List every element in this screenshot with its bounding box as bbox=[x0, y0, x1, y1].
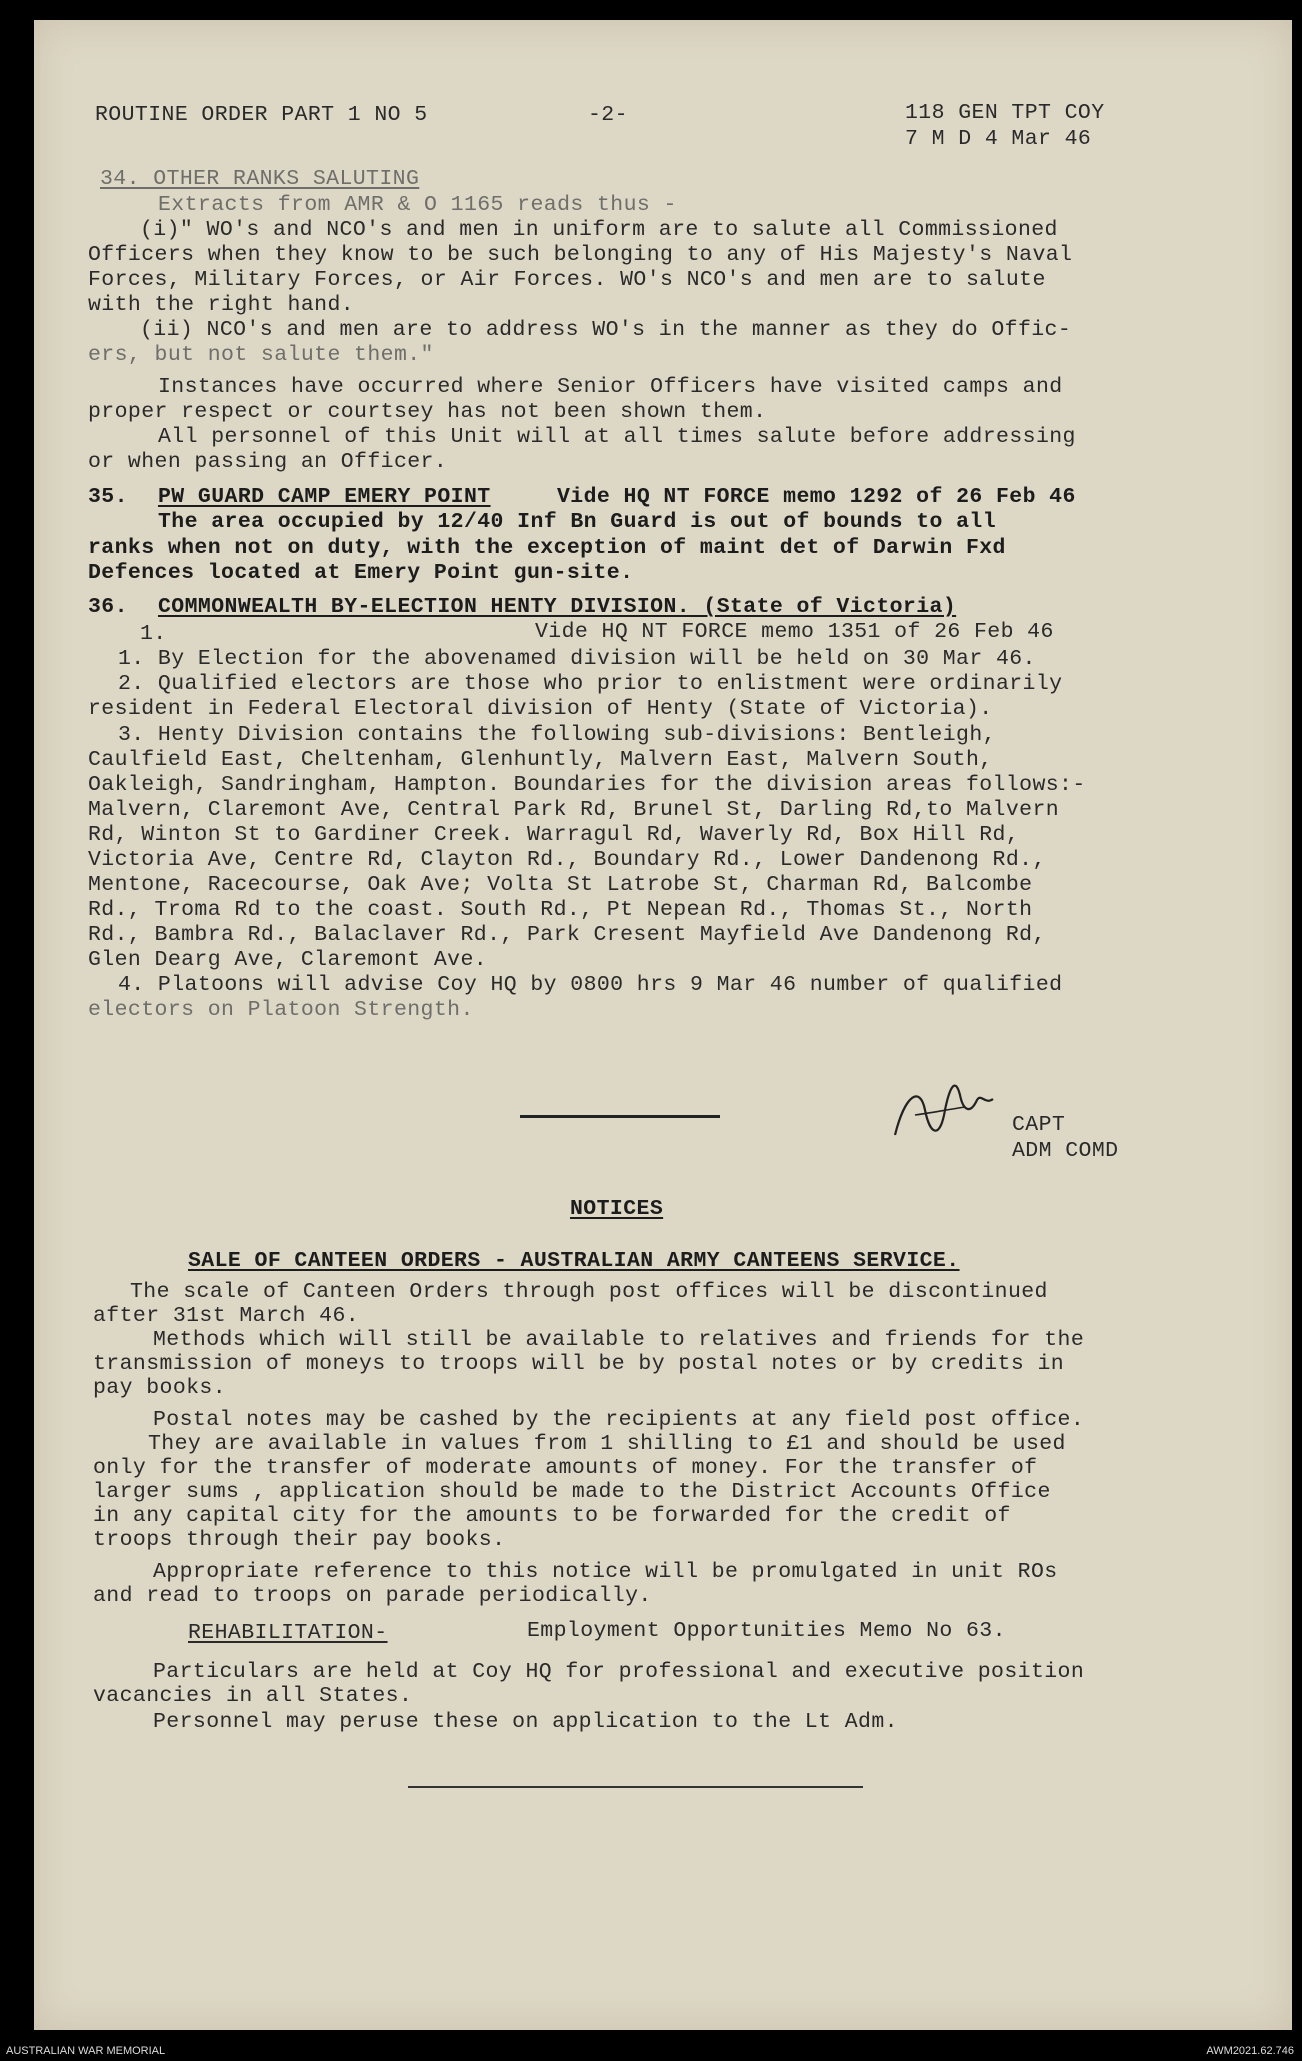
s34-line: Officers when they know to be such belonging to any of His Majesty's Naval bbox=[88, 243, 1073, 267]
section-34-title: 34. OTHER RANKS SALUTING bbox=[100, 167, 420, 191]
s36-line: 1. By Election for the abovenamed division will be held on 30 Mar 46. bbox=[118, 647, 1036, 671]
section-36-ref: Vide HQ NT FORCE memo 1351 of 26 Feb 46 bbox=[535, 620, 1054, 644]
divider-rule bbox=[520, 1115, 720, 1118]
s34-line: (i)" WO's and NCO's and men in uniform are to salute all Commissioned bbox=[140, 218, 1058, 242]
divider-rule bbox=[408, 1786, 863, 1788]
s36-line: Rd., Bambra Rd., Balaclaver Rd., Park Cresent Mayfield Ave Dandenong Rd, bbox=[88, 923, 1046, 947]
s36-line: 3. Henty Division contains the following sub-divisions: Bentleigh, bbox=[118, 723, 996, 747]
s36-line: Rd, Winton St to Gardiner Creek. Warragul Rd, Waverly Rd, Box Hill Rd, bbox=[88, 823, 1020, 847]
order-heading: ROUTINE ORDER PART 1 NO 5 bbox=[95, 103, 428, 127]
footer-source: AUSTRALIAN WAR MEMORIAL bbox=[6, 2045, 166, 2057]
s36-line: Malvern, Claremont Ave, Central Park Rd, Brunel St, Darling Rd,to Malvern bbox=[88, 798, 1060, 822]
canteen-line: after 31st March 46. bbox=[93, 1304, 360, 1328]
page-number: -2- bbox=[588, 103, 628, 127]
signoff-rank: CAPT bbox=[1012, 1113, 1066, 1137]
unit-name: 118 GEN TPT COY bbox=[905, 101, 1105, 125]
canteen-line: The scale of Canteen Orders through post offices will be discontinued bbox=[130, 1280, 1048, 1304]
s36-line: 2. Qualified electors are those who prior to enlistment were ordinarily bbox=[118, 672, 1063, 696]
canteen-line: Appropriate reference to this notice will be promulgated in unit ROs bbox=[153, 1560, 1058, 1584]
s34-line: Forces, Military Forces, or Air Forces. WO's NCO's and men are to salute bbox=[88, 268, 1046, 292]
s36-line: electors on Platoon Strength. bbox=[88, 998, 474, 1022]
s36-line: Oakleigh, Sandringham, Hampton. Boundaries for the division areas follows:- bbox=[88, 773, 1086, 797]
s34-line: ers, but not salute them." bbox=[88, 343, 434, 367]
s35-line: ranks when not on duty, with the exception of maint det of Darwin Fxd bbox=[88, 536, 1006, 560]
s36-line: Caulfield East, Cheltenham, Glenhuntly, Malvern East, Malvern South, bbox=[88, 748, 993, 772]
s36-line: Glen Dearg Ave, Claremont Ave. bbox=[88, 948, 488, 972]
signature bbox=[885, 1055, 1005, 1145]
section-35-number: 35. bbox=[88, 485, 128, 509]
canteen-title: SALE OF CANTEEN ORDERS - AUSTRALIAN ARMY CANTEENS SERVICE. bbox=[188, 1249, 960, 1273]
s35-line: Defences located at Emery Point gun-site. bbox=[88, 561, 634, 585]
canteen-line: only for the transfer of moderate amounts of money. For the transfer of bbox=[93, 1456, 1038, 1480]
footer-accession: AWM2021.62.746 bbox=[1206, 2045, 1294, 2057]
s34-line: Instances have occurred where Senior Officers have visited camps and bbox=[158, 375, 1063, 399]
s34-line: (ii) NCO's and men are to address WO's in the manner as they do Offic- bbox=[140, 318, 1072, 342]
canteen-line: Methods which will still be available to relatives and friends for the bbox=[153, 1328, 1085, 1352]
s36-line: resident in Federal Electoral division of Henty (State of Victoria). bbox=[88, 697, 993, 721]
section-35-ref: Vide HQ NT FORCE memo 1292 of 26 Feb 46 bbox=[557, 485, 1076, 509]
section-35-title: PW GUARD CAMP EMERY POINT bbox=[158, 485, 491, 509]
rehab-line: Personnel may peruse these on application to the Lt Adm. bbox=[153, 1710, 898, 1734]
rehab-line: Particulars are held at Coy HQ for professional and executive position bbox=[153, 1660, 1085, 1684]
canteen-line: Postal notes may be cashed by the recipients at any field post office. bbox=[153, 1408, 1085, 1432]
s36-line: 4. Platoons will advise Coy HQ by 0800 hrs 9 Mar 46 number of qualified bbox=[118, 973, 1063, 997]
notices-heading: NOTICES bbox=[570, 1197, 664, 1221]
canteen-line: pay books. bbox=[93, 1376, 227, 1400]
s34-line: proper respect or courtsey has not been shown them. bbox=[88, 400, 767, 424]
s34-line: Extracts from AMR & O 1165 reads thus - bbox=[158, 193, 677, 217]
s35-line: The area occupied by 12/40 Inf Bn Guard is out of bounds to all bbox=[158, 510, 997, 534]
canteen-line: and read to troops on parade periodically. bbox=[93, 1584, 652, 1608]
s34-line: or when passing an Officer. bbox=[88, 450, 448, 474]
canteen-line: They are available in values from 1 shilling to £1 and should be used bbox=[148, 1432, 1066, 1456]
rehab-title: REHABILITATION- bbox=[188, 1621, 388, 1645]
rehab-ref: Employment Opportunities Memo No 63. bbox=[527, 1619, 1006, 1643]
s36-line: Victoria Ave, Centre Rd, Clayton Rd., Boundary Rd., Lower Dandenong Rd., bbox=[88, 848, 1046, 872]
section-36-title: COMMONWEALTH BY-ELECTION HENTY DIVISION. (State of Victoria) bbox=[158, 595, 957, 619]
s36-line: Rd., Troma Rd to the coast. South Rd., Pt Nepean Rd., Thomas St., North bbox=[88, 898, 1033, 922]
section-36-sub1: 1. bbox=[140, 622, 167, 646]
order-date: 7 M D 4 Mar 46 bbox=[905, 127, 1092, 151]
signoff-role: ADM COMD bbox=[1012, 1139, 1119, 1163]
rehab-line: vacancies in all States. bbox=[93, 1684, 413, 1708]
s36-line: Mentone, Racecourse, Oak Ave; Volta St Latrobe St, Charman Rd, Balcombe bbox=[88, 873, 1033, 897]
canteen-line: larger sums , application should be made to the District Accounts Office bbox=[93, 1480, 1051, 1504]
canteen-line: in any capital city for the amounts to be forwarded for the credit of bbox=[93, 1504, 1011, 1528]
s34-line: All personnel of this Unit will at all times salute before addressing bbox=[158, 425, 1076, 449]
section-36-number: 36. bbox=[88, 595, 128, 619]
s34-line: with the right hand. bbox=[88, 293, 355, 317]
canteen-line: troops through their pay books. bbox=[93, 1528, 506, 1552]
canteen-line: transmission of moneys to troops will be by postal notes or by credits in bbox=[93, 1352, 1065, 1376]
